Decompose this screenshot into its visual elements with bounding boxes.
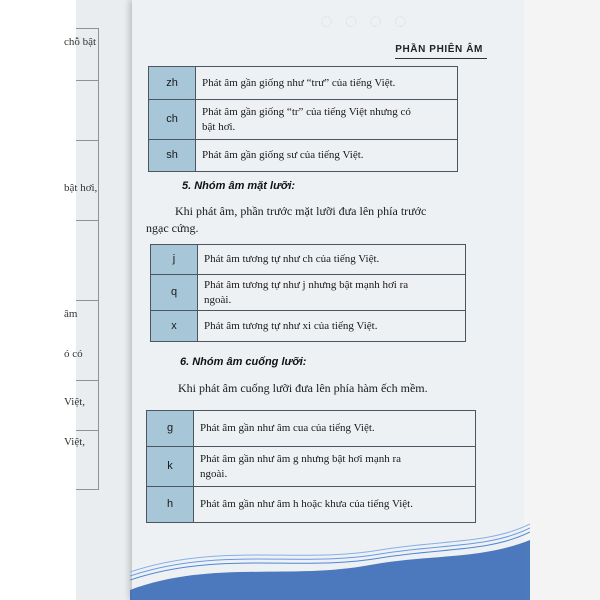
phonetic-description <box>196 67 458 100</box>
left-page-rule <box>76 300 98 301</box>
page-header-title: PHẦN PHIÊN ÂM <box>395 44 483 55</box>
left-page-rule <box>76 140 98 141</box>
phonetic-table <box>146 410 476 523</box>
phonetic-table <box>148 66 458 172</box>
phonetic-description <box>198 275 466 311</box>
phonetic-symbol: zh <box>149 67 196 100</box>
section-intro <box>146 203 495 237</box>
table-row <box>149 67 458 100</box>
decorative-wave-graphic <box>130 520 530 600</box>
description-line: ngoài. <box>200 467 228 480</box>
intro-line: Khi phát âm cuống lưỡi đưa lên phía hàm ếch mềm. <box>178 381 428 395</box>
table-row <box>149 140 458 172</box>
desk-background <box>524 0 600 600</box>
section-intro <box>178 380 498 397</box>
phonetic-description <box>196 100 458 140</box>
description-line: Phát âm gần giống “tr” của tiếng Việt nhưng có <box>202 105 411 118</box>
phonetic-symbol: k <box>147 447 194 487</box>
description-line: Phát âm gần như âm g nhưng bật hơi mạnh ra <box>200 452 402 465</box>
left-page-fragment: ó có <box>64 348 83 360</box>
phonetic-description <box>194 487 476 523</box>
left-page-fragment: chỗ bật <box>64 36 97 48</box>
left-page-rule <box>76 430 98 431</box>
table-row <box>151 275 466 311</box>
table-row <box>147 487 476 523</box>
description-line: Phát âm gần như âm h hoặc khưa của tiếng Việt. <box>200 498 413 510</box>
left-page-table-frame <box>76 28 99 490</box>
left-page-rule <box>76 220 98 221</box>
left-page-rule <box>76 80 98 81</box>
description-line: Phát âm tương tự như xi của tiếng Việt. <box>204 319 378 332</box>
phonetic-symbol: x <box>151 311 198 342</box>
table-row <box>151 311 466 342</box>
section-title: 6. Nhóm âm cuống lưỡi: <box>180 356 307 368</box>
description-line: Phát âm gần giống như “trư” của tiếng Việt. <box>202 76 396 89</box>
phonetic-symbol: h <box>147 487 194 523</box>
phonetic-table <box>150 244 466 342</box>
description-line: Phát âm tương tự như ch của tiếng Việt. <box>204 253 380 265</box>
table-row <box>147 411 476 447</box>
phonetic-symbol: q <box>151 275 198 311</box>
left-page-fragment: bật hơi, <box>64 182 98 194</box>
phonetic-symbol: sh <box>149 140 196 172</box>
table-row <box>147 447 476 487</box>
table-row <box>151 245 466 275</box>
desk-background <box>0 0 76 600</box>
phonetic-description <box>196 140 458 172</box>
intro-line: Khi phát âm, phần trước mặt lưỡi đưa lên phía trước <box>175 204 427 218</box>
phonetic-symbol: g <box>147 411 194 447</box>
phonetic-symbol: ch <box>149 100 196 140</box>
bleed-through-decoration: ◌ ◌ ◌ ◌ <box>320 8 410 33</box>
phonetic-description <box>194 447 476 487</box>
phonetic-description <box>198 245 466 275</box>
left-page-fragment: âm <box>64 308 78 320</box>
left-page-rule <box>76 380 98 381</box>
page-header <box>395 44 487 59</box>
description-line: Phát âm gần giống sư của tiếng Việt. <box>202 149 364 161</box>
phonetic-description <box>194 411 476 447</box>
description-line: bật hơi. <box>202 120 236 133</box>
intro-line: ngạc cứng. <box>146 221 199 235</box>
left-page-fragment: Việt, <box>64 396 86 408</box>
section-title: 5. Nhóm âm mặt lưỡi: <box>182 180 296 192</box>
description-line: Phát âm gần như âm cua của tiếng Việt. <box>200 422 375 434</box>
table-row <box>149 100 458 140</box>
left-page-fragment: Việt, <box>64 436 86 448</box>
description-line: ngoài. <box>204 293 232 306</box>
description-line: Phát âm tương tự như j nhưng bật mạnh hơi ra <box>204 278 409 291</box>
phonetic-symbol: j <box>151 245 198 275</box>
phonetic-description <box>198 311 466 342</box>
